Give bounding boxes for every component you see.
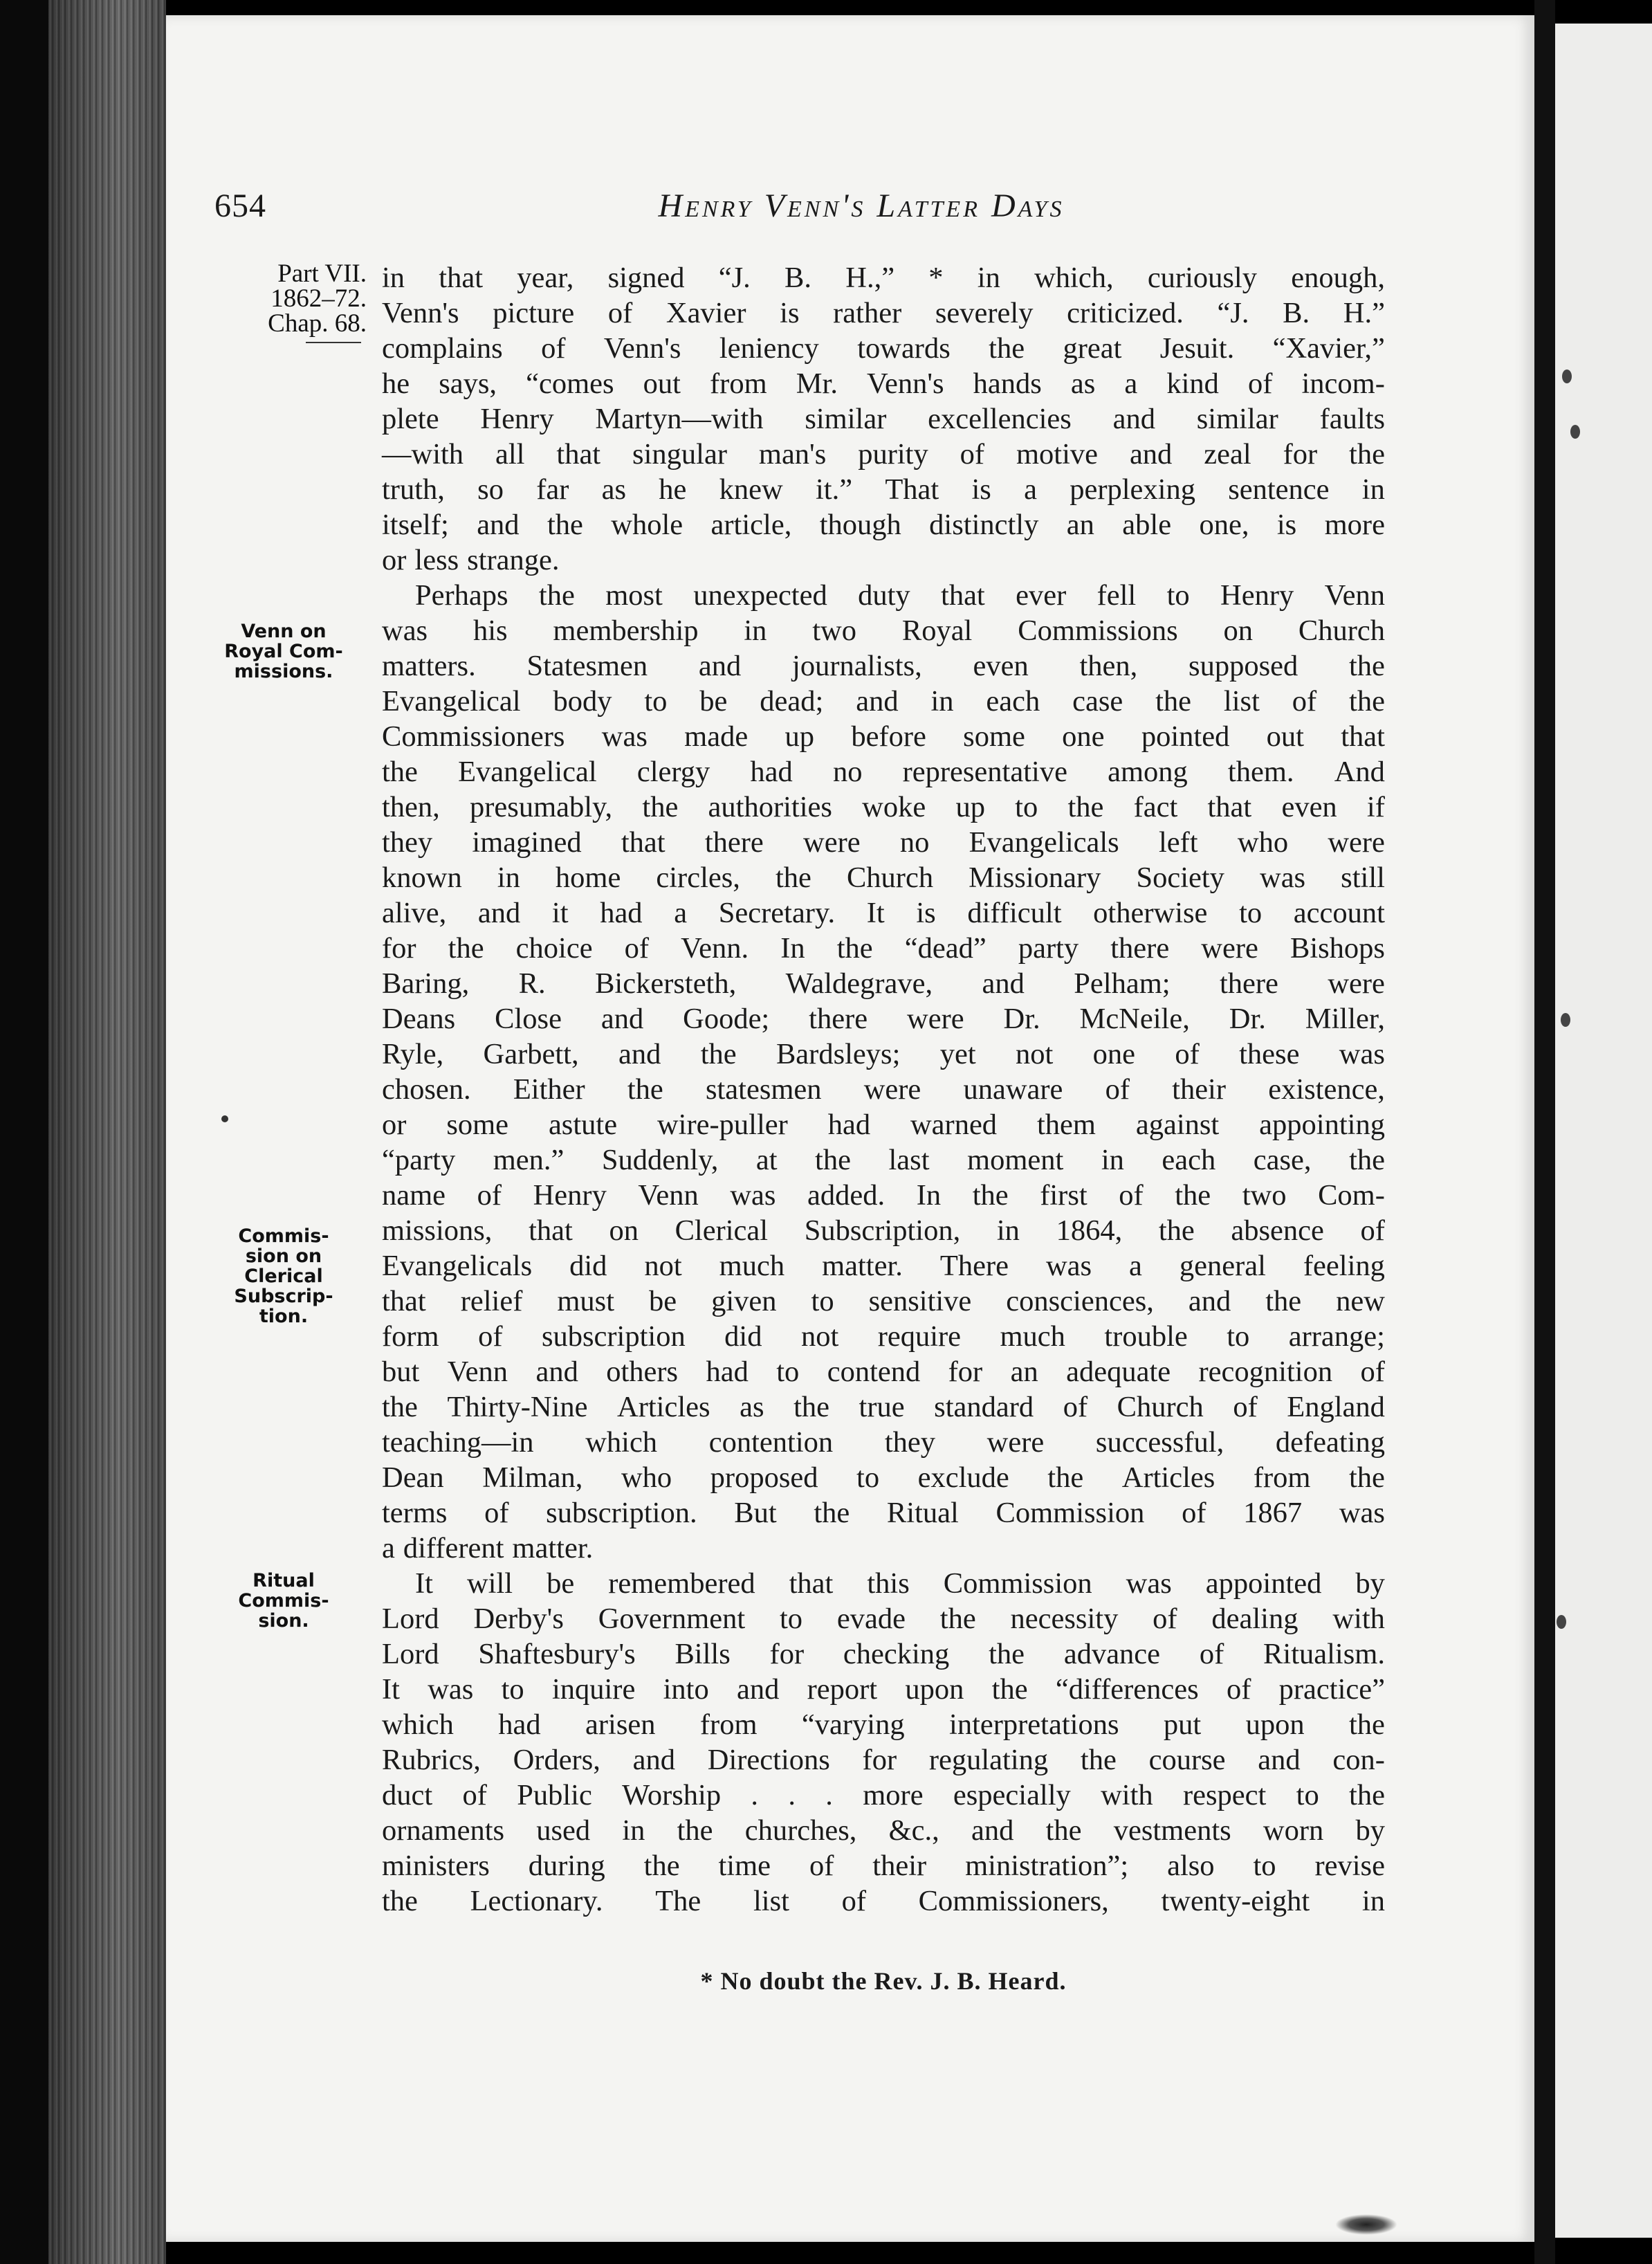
text-line: Perhaps the most unexpected duty that ever fell to Henry Venn <box>415 579 1385 612</box>
sidenote-line: tion. <box>259 1306 309 1327</box>
sidenote-line: Chap. 68. <box>268 309 367 338</box>
text-line: for the choice of Venn. In the “dead” party there were Bishops <box>382 932 1385 965</box>
text-line: then, presumably, the authorities woke up to the fact that even if <box>382 791 1385 823</box>
text-line: missions, that on Clerical Subscription, in 1864, the absence of <box>382 1214 1385 1247</box>
text-line: terms of subscription. But the Ritual Commission of 1867 was <box>382 1497 1385 1529</box>
text-line: Ryle, Garbett, and the Bardsleys; yet not one of these was <box>382 1038 1385 1070</box>
sidenote-line: sion on <box>245 1245 322 1267</box>
sidenote-line: sion. <box>258 1610 309 1632</box>
text-line: the Thirty-Nine Articles as the true standard of Church of England <box>382 1391 1385 1423</box>
text-line: name of Henry Venn was added. In the first of the two Com- <box>382 1179 1385 1212</box>
facing-page-edge <box>1555 24 1652 2238</box>
sidenote-line: Part VII. <box>277 259 367 288</box>
sidenote-line: missions. <box>234 661 333 682</box>
text-line: ornaments used in the churches, &c., and the vestments worn by <box>382 1814 1385 1847</box>
text-line: was his membership in two Royal Commissions on Church <box>382 614 1385 647</box>
text-line: —with all that singular man's purity of motive and zeal for the <box>382 438 1385 471</box>
text-line: truth, so far as he knew it.” That is a perplexing sentence in <box>382 473 1385 506</box>
text-line: form of subscription did not require much trouble to arrange; <box>382 1320 1385 1353</box>
page-number: 654 <box>214 188 266 224</box>
text-line: or some astute wire-puller had warned them against appointing <box>382 1108 1385 1141</box>
sidenote-line: Clerical <box>244 1266 323 1287</box>
text-line: but Venn and others had to contend for an adequate recognition of <box>382 1355 1385 1388</box>
text-line: itself; and the whole article, though distinctly an able one, is more <box>382 509 1385 541</box>
sidenote-line: Venn on <box>241 621 327 642</box>
text-line: chosen. Either the statesmen were unaware of their existence, <box>382 1073 1385 1106</box>
text-line: It will be remembered that this Commission was appointed by <box>415 1567 1385 1600</box>
page-header <box>214 187 1384 242</box>
text-line: Evangelical body to be dead; and in each case the list of the <box>382 685 1385 718</box>
text-line: “party men.” Suddenly, at the last moment in each case, the <box>382 1144 1385 1176</box>
binding-shadow <box>0 0 48 2264</box>
text-line: they imagined that there were no Evangelicals left who were <box>382 826 1385 859</box>
text-line: the Evangelical clergy had no representative among them. And <box>382 756 1385 788</box>
sidenote-line: Commis- <box>238 1225 329 1247</box>
text-line: a different matter. <box>382 1532 594 1564</box>
text-line: Rubrics, Orders, and Directions for regulating the course and con- <box>382 1744 1385 1776</box>
text-line: he says, “comes out from Mr. Venn's hands as a kind of incom- <box>382 367 1385 400</box>
ink-speck <box>221 1115 228 1122</box>
text-line: Venn's picture of Xavier is rather severely criticized. “J. B. H.” <box>382 297 1385 329</box>
text-line: in that year, signed “J. B. H.,” * in which, curiously enough, <box>382 262 1385 294</box>
sidenote-royal-commissions <box>201 621 367 682</box>
sidenote-line: 1862–72. <box>270 284 367 313</box>
text-line: Evangelicals did not much matter. There was a general feeling <box>382 1250 1385 1282</box>
text-line: duct of Public Worship . . . more especially with respect to the <box>382 1779 1385 1811</box>
text-line: Lord Shaftesbury's Bills for checking the advance of Ritualism. <box>382 1638 1385 1670</box>
text-line: the Lectionary. The list of Commissioners, twenty-eight in <box>382 1885 1385 1917</box>
sidenote-line: Subscrip- <box>234 1286 333 1307</box>
body-text <box>382 260 1385 1919</box>
page-edges <box>48 0 166 2264</box>
ink-mark <box>1562 369 1572 383</box>
text-line: Lord Derby's Government to evade the necessity of dealing with <box>382 1603 1385 1635</box>
sidenote-clerical-subscription <box>201 1226 367 1326</box>
text-line: or less strange. <box>382 544 560 576</box>
text-line: plete Henry Martyn—with similar excellencies and similar faults <box>382 403 1385 435</box>
text-line: that relief must be given to sensitive consciences, and the new <box>382 1285 1385 1317</box>
sidenote-line: Ritual <box>253 1570 315 1591</box>
ink-mark <box>1557 1615 1566 1629</box>
ink-mark <box>1570 425 1580 439</box>
sidenote-part <box>201 259 367 343</box>
gutter <box>1534 0 1555 2264</box>
sidenote-line: Commis- <box>238 1590 329 1612</box>
text-line: which had arisen from “varying interpretations put upon the <box>382 1708 1385 1741</box>
text-line: teaching—in which contention they were successful, defeating <box>382 1426 1385 1459</box>
text-line: Baring, R. Bickersteth, Waldegrave, and Pelham; there were <box>382 967 1385 1000</box>
text-line: Dean Milman, who proposed to exclude the Articles from the <box>382 1461 1385 1494</box>
text-line: Commissioners was made up before some one pointed out that <box>382 720 1385 753</box>
text-line: complains of Venn's leniency towards the great Jesuit. “Xavier,” <box>382 332 1385 365</box>
ink-smudge <box>1335 2214 1397 2235</box>
text-line: ministers during the time of their ministration”; also to revise <box>382 1850 1385 1882</box>
ink-mark <box>1561 1013 1570 1027</box>
sidenote-line: Royal Com- <box>224 641 343 662</box>
sidenote-ritual-commission <box>201 1571 367 1631</box>
running-title: Henry Venn's Latter Days <box>658 188 1065 224</box>
text-line: matters. Statesmen and journalists, even then, supposed the <box>382 650 1385 682</box>
footnote: * No doubt the Rev. J. B. Heard. <box>700 1967 1067 1995</box>
text-line: known in home circles, the Church Missionary Society was still <box>382 861 1385 894</box>
text-line: It was to inquire into and report upon the “differences of practice” <box>382 1673 1385 1706</box>
text-line: alive, and it had a Secretary. It is difficult otherwise to account <box>382 897 1385 929</box>
text-line: Deans Close and Goode; there were Dr. McNeile, Dr. Miller, <box>382 1003 1385 1035</box>
sidenote-divider <box>306 342 361 343</box>
